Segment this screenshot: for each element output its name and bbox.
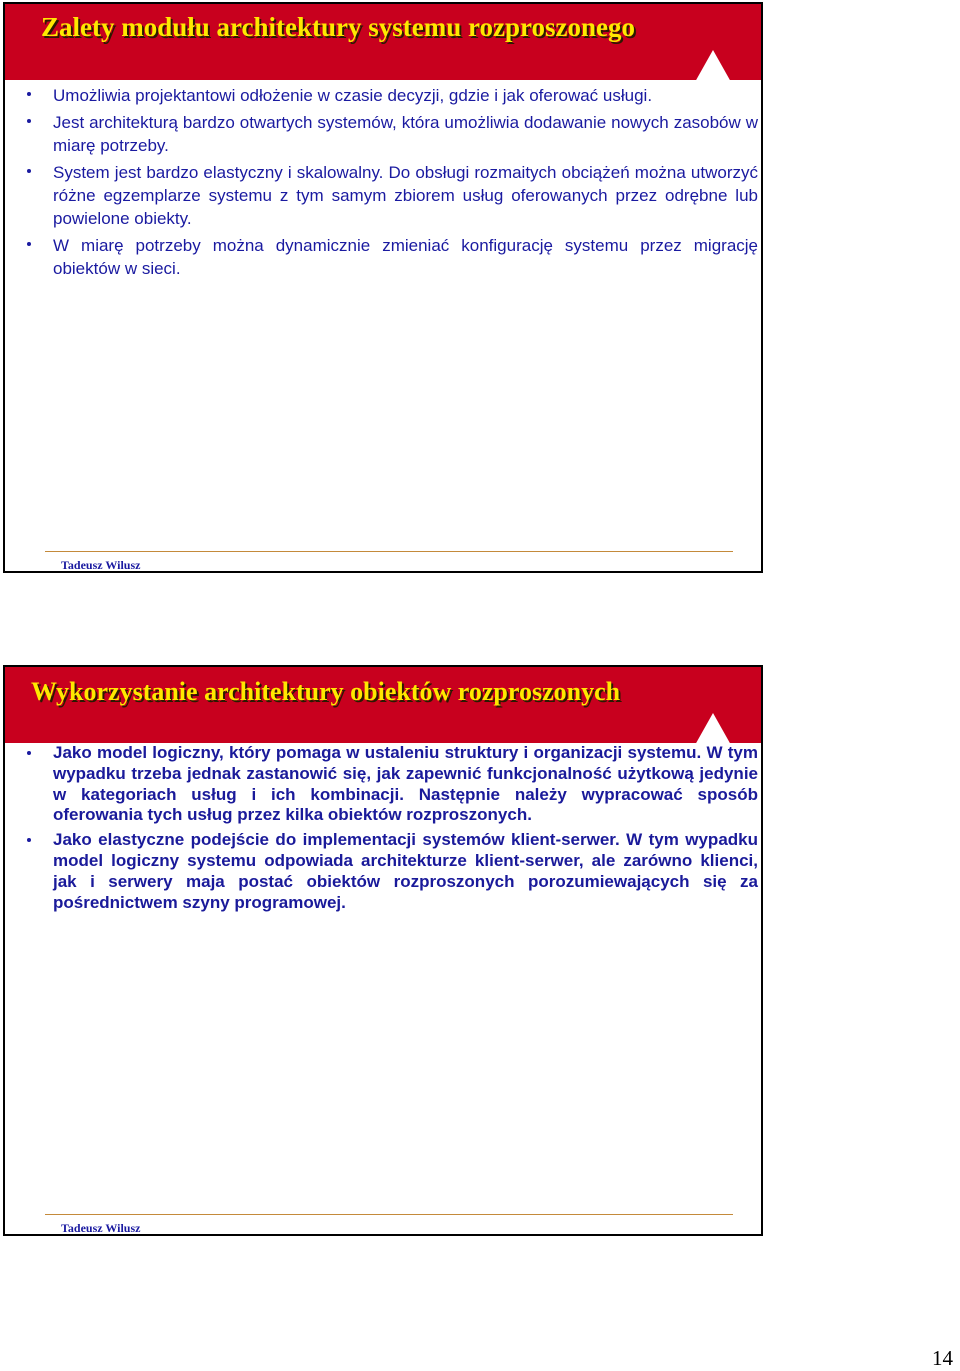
slide-title-bar: [5, 4, 761, 80]
bullet-item: [25, 111, 758, 157]
bullet-dot-icon: [27, 838, 31, 842]
bullet-dot-icon: [27, 242, 31, 246]
slide-title: Zalety modułu architektury systemu rozproszonego: [41, 12, 635, 42]
slide-title-bar: [5, 667, 761, 743]
bullet-dot-icon: [27, 119, 31, 123]
bullet-item: [25, 84, 758, 107]
bullet-text: Jako elastyczne podejście do implementacji systemów klient-serwer. W tym wypadku model logiczny systemu odpowiada architekturze klient-serwer, ale zarówno klienci, jak i serwery maja postać obiektów rozproszonych porozumiewających się za pośrednictwem szyny programowej.: [53, 830, 758, 912]
footer-divider: [45, 551, 733, 552]
bullet-list: [25, 84, 758, 284]
footer-divider: [45, 1214, 733, 1215]
bullet-item: [25, 743, 758, 826]
bullet-item: [25, 161, 758, 230]
bullet-item: [25, 830, 758, 913]
page-number: 14: [932, 1346, 953, 1370]
bullet-list: [25, 743, 758, 917]
slide-2: [3, 665, 763, 1236]
bullet-dot-icon: [27, 169, 31, 173]
triangle-decoration-icon: [695, 50, 731, 82]
bullet-text: Umożliwia projektantowi odłożenie w czasie decyzji, gdzie i jak oferować usługi.: [53, 86, 653, 105]
bullet-dot-icon: [27, 751, 31, 755]
slide-1: [3, 2, 763, 573]
bullet-text: W miarę potrzeby można dynamicznie zmieniać konfigurację systemu przez migrację obiektów w sieci.: [53, 236, 758, 278]
bullet-dot-icon: [27, 92, 31, 96]
bullet-item: [25, 234, 758, 280]
footer-author: Tadeusz Wilusz: [61, 1221, 141, 1235]
bullet-text: Jako model logiczny, który pomaga w ustaleniu struktury i organizacji systemu. W tym wypadku trzeba jednak zastanowić się, jak zapewnić funkcjonalność użytkową jedynie w kategoriach usług i ich kombinacji. Następnie należy wypracować sposób oferowania tych usług przez kilka obiektów rozproszonych.: [53, 743, 758, 825]
bullet-text: Jest architekturą bardzo otwartych systemów, która umożliwia dodawanie nowych zasobów w miarę potrzeby.: [53, 113, 758, 155]
triangle-decoration-icon: [695, 713, 731, 745]
footer-author: Tadeusz Wilusz: [61, 558, 141, 572]
slide-title: Wykorzystanie architektury obiektów rozproszonych: [31, 677, 621, 706]
bullet-text: System jest bardzo elastyczny i skalowalny. Do obsługi rozmaitych obciążeń można utworzyć różne egzemplarze systemu z tym samym zbiorem usług oferowanych przez odrębne lub powielone obiekty.: [53, 163, 758, 228]
